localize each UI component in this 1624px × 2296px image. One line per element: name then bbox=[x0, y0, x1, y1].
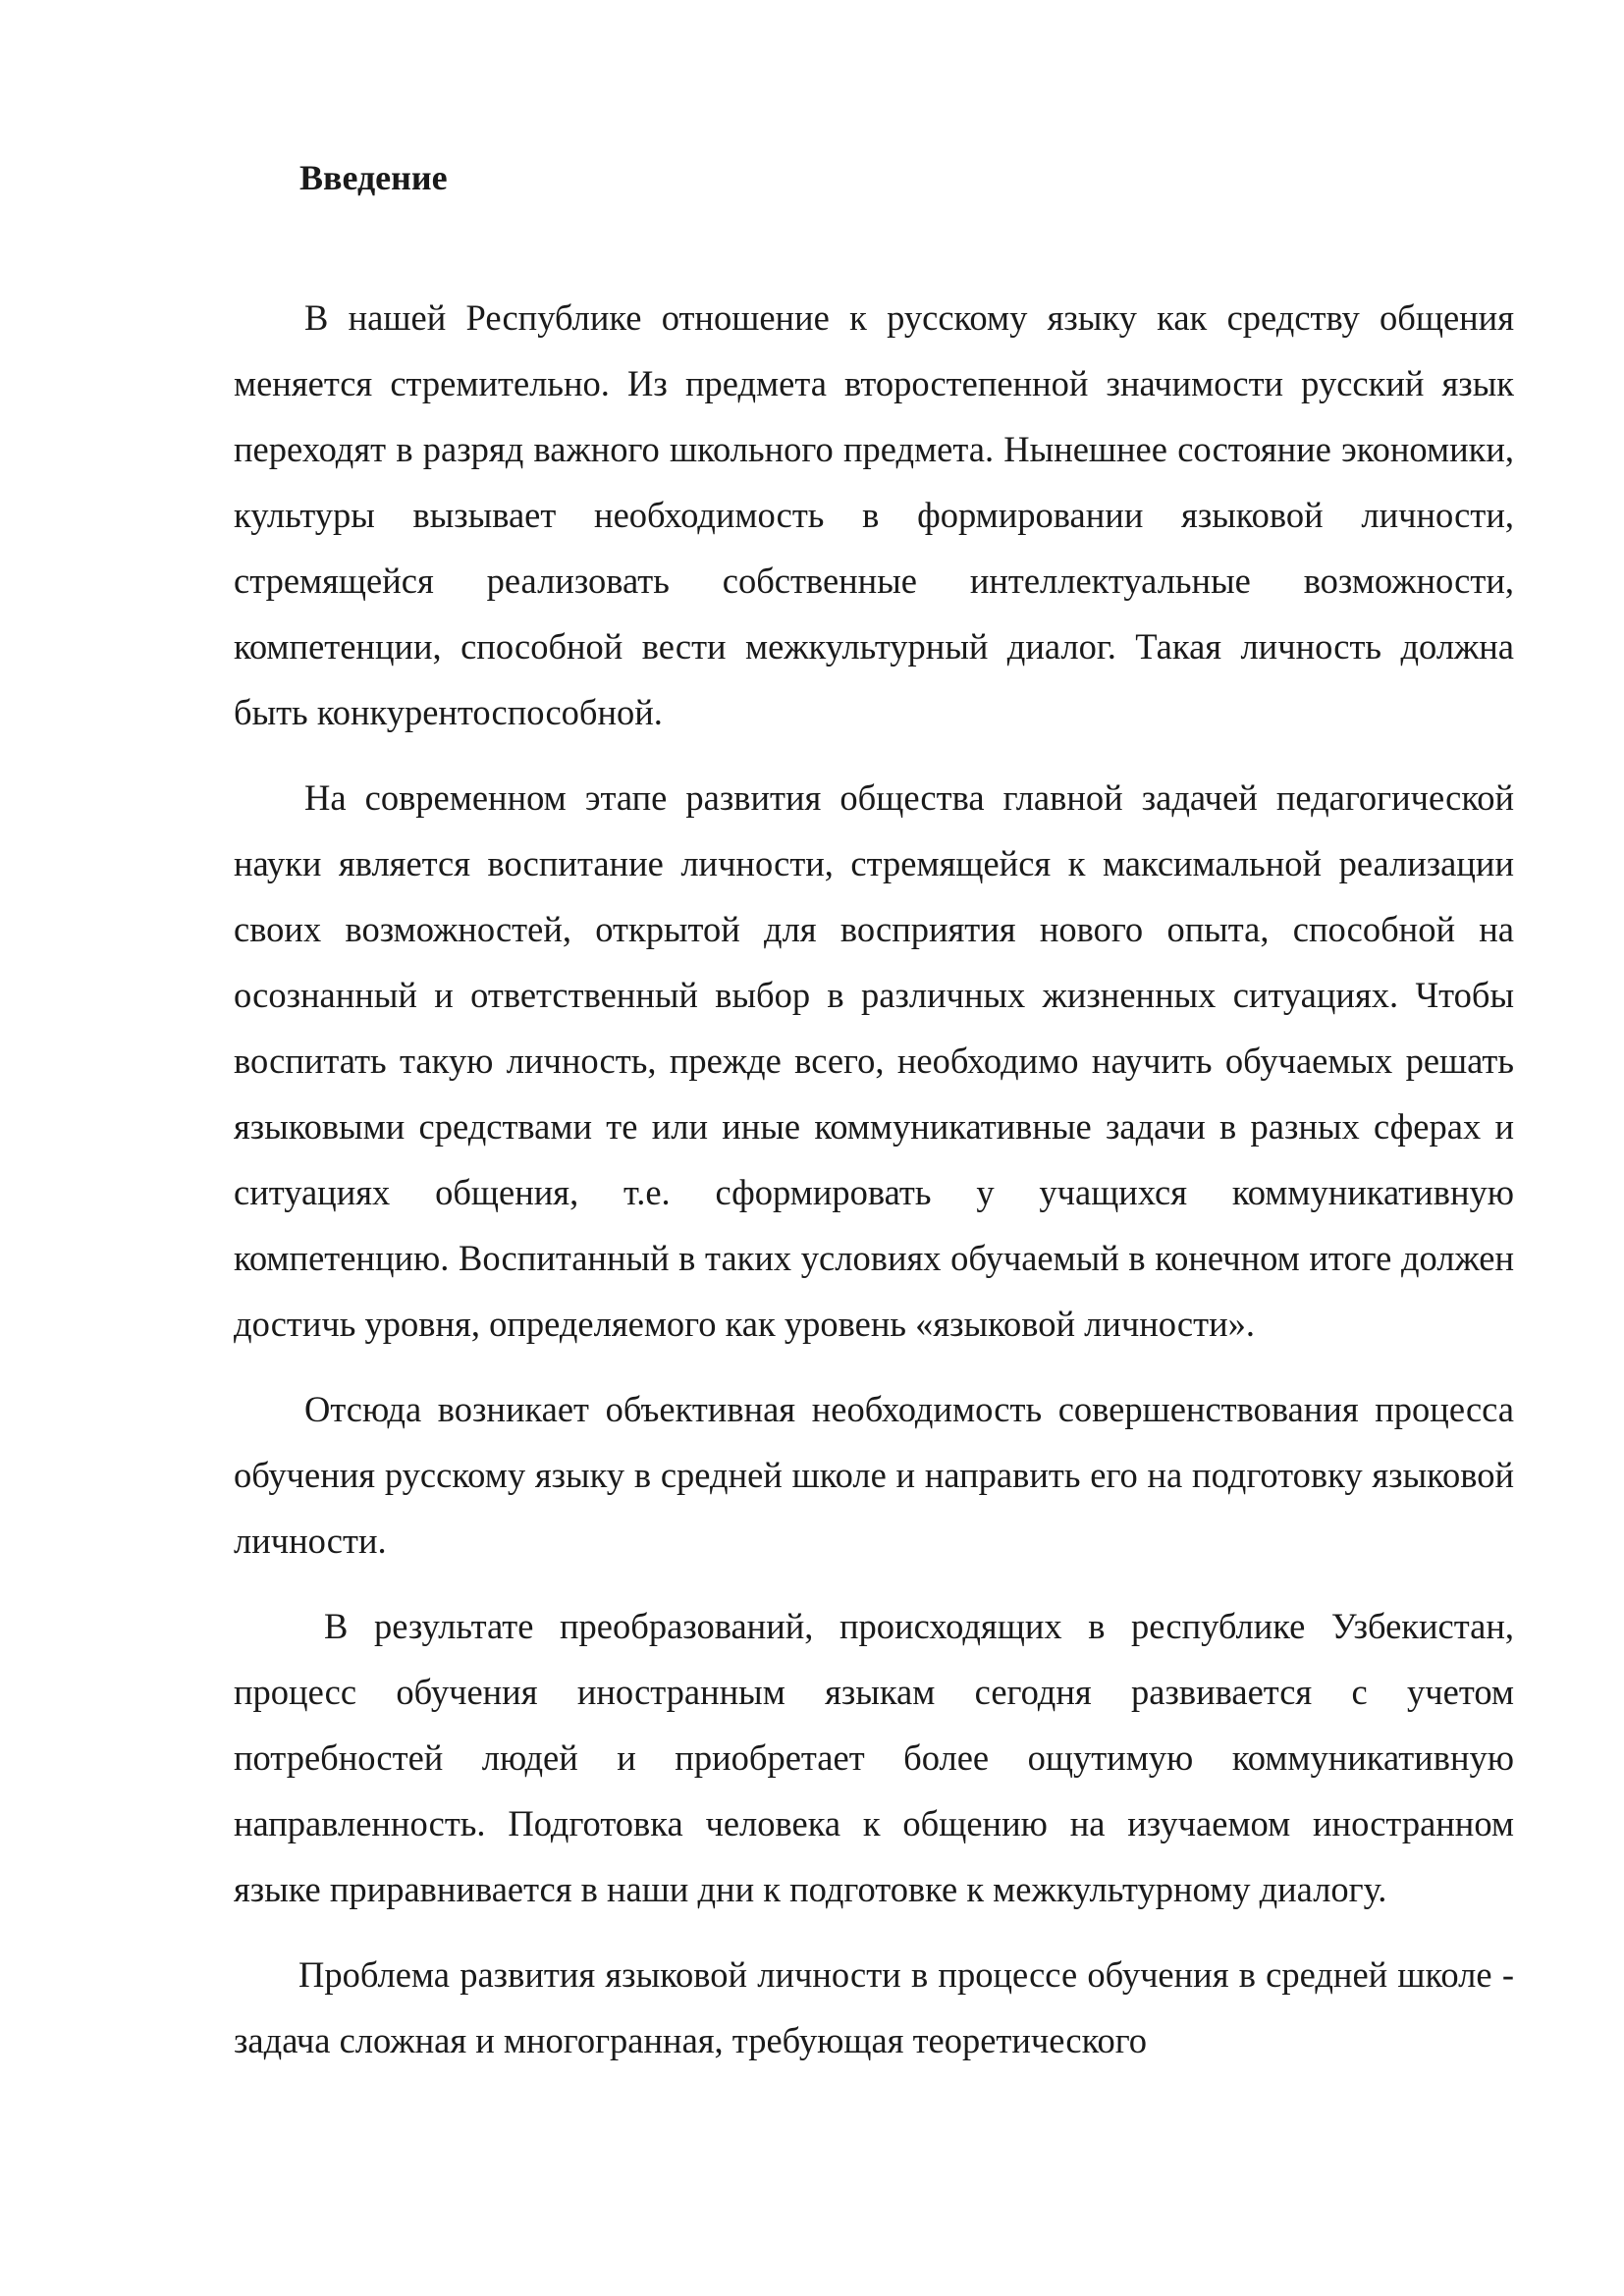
section-heading: Введение bbox=[299, 158, 448, 197]
paragraph-2: На современном этапе развития общества главной задачей педагогической науки является воспитание личности, стремящейся к максимальной реализации своих возможностей, открытой для восприятия нового опыта, способной на осознанный и ответственный выбор в различных жизненных ситуациях. Чтобы воспитать такую личность, прежде всего, необходимо научить обучаемых решать языковыми средствами те или иные коммуникативные задачи в разных сферах и ситуациях общения, т.е. сформировать у учащихся коммуникативную компетенцию. Воспитанный в таких условиях обучаемый в конечном итоге должен достичь уровня, определяемого как уровень «языковой личности». bbox=[234, 777, 1514, 1344]
paragraph-4: В результате преобразований, происходящих в республике Узбекистан, процесс обучения иностранным языкам сегодня развивается с учетом потребностей людей и приобретает более ощутимую коммуникативную направленность. Подготовка человека к общению на изучаемом иностранном языке приравнивается в наши дни к подготовке к межкультурному диалогу. bbox=[234, 1606, 1514, 1909]
paragraph-1: В нашей Республике отношение к русскому языку как средству общения меняется стремительно. Из предмета второстепенной значимости русский язык переходят в разряд важного школьного предмета. Нынешнее состояние экономики, культуры вызывает необходимость в формировании языковой личности, стремящейся реализовать собственные интеллектуальные возможности, компетенции, способной вести межкультурный диалог. Такая личность должна быть конкурентоспособной. bbox=[234, 297, 1514, 732]
paragraph-5: Проблема развития языковой личности в процессе обучения в средней школе - задача сложная и многогранная, требующая теоретического bbox=[234, 1954, 1514, 2060]
document-body bbox=[234, 285, 1514, 2093]
paragraph-3: Отсюда возникает объективная необходимость совершенствования процесса обучения русскому языку в средней школе и направить его на подготовку языковой личности. bbox=[234, 1389, 1514, 1561]
